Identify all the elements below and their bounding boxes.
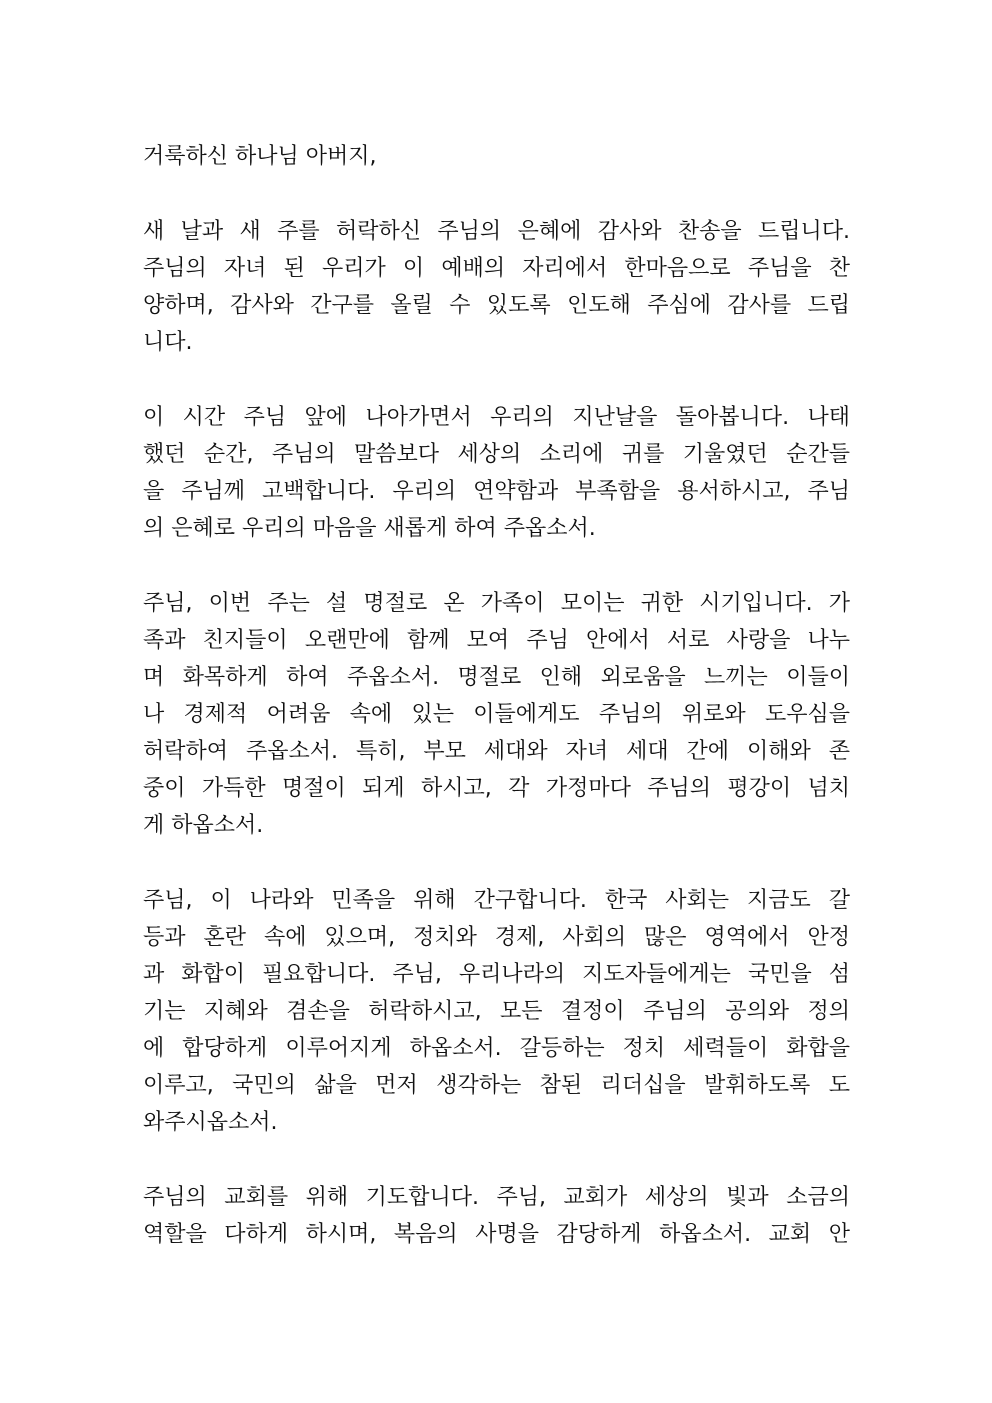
- paragraph-spacer: [143, 1141, 850, 1179]
- text-line: 나 경제적 어려움 속에 있는 이들에게도 주님의 위로와 도우심을: [143, 702, 850, 727]
- text-line: 했던 순간, 주님의 말씀보다 세상의 소리에 귀를 기울였던 순간들: [143, 442, 850, 467]
- salutation: 거룩하신 하나님 아버지,: [143, 144, 377, 169]
- text-line: 양하며, 감사와 간구를 올릴 수 있도록 인도해 주심에 감사를 드립: [143, 293, 850, 318]
- text-line: 허락하여 주옵소서. 특히, 부모 세대와 자녀 세대 간에 이해와 존: [143, 739, 850, 764]
- text-line: 주님, 이번 주는 설 명절로 온 가족이 모이는 귀한 시기입니다. 가: [143, 591, 850, 616]
- paragraph-spacer: [143, 844, 850, 882]
- text-line: 족과 친지들이 오랜만에 함께 모여 주님 안에서 서로 사랑을 나누: [143, 628, 850, 653]
- paragraph-spacer: [143, 175, 850, 213]
- paragraph-holiday: [143, 585, 850, 844]
- text-line: 니다.: [143, 330, 193, 355]
- text-line: 이루고, 국민의 삶을 먼저 생각하는 참된 리더십을 발휘하도록 도: [143, 1073, 850, 1098]
- prayer-document: [143, 138, 850, 1253]
- text-line: 새 날과 새 주를 허락하신 주님의 은혜에 감사와 찬송을 드립니다.: [143, 219, 850, 244]
- text-line: 과 화합이 필요합니다. 주님, 우리나라의 지도자들에게는 국민을 섬: [143, 962, 850, 987]
- paragraph-church: [143, 1179, 850, 1253]
- paragraph-spacer: [143, 361, 850, 399]
- text-line: 주님의 자녀 된 우리가 이 예배의 자리에서 한마음으로 주님을 찬: [143, 256, 850, 281]
- paragraph-nation: [143, 882, 850, 1141]
- text-line: 등과 혼란 속에 있으며, 정치와 경제, 사회의 많은 영역에서 안정: [143, 925, 850, 950]
- text-line: 중이 가득한 명절이 되게 하시고, 각 가정마다 주님의 평강이 넘치: [143, 776, 850, 801]
- text-line: 의 은혜로 우리의 마음을 새롭게 하여 주옵소서.: [143, 516, 596, 541]
- text-line: 을 주님께 고백합니다. 우리의 연약함과 부족함을 용서하시고, 주님: [143, 479, 850, 504]
- text-line: 이 시간 주님 앞에 나아가면서 우리의 지난날을 돌아봅니다. 나태: [143, 405, 850, 430]
- text-line: 게 하옵소서.: [143, 813, 264, 838]
- paragraph-thanksgiving: [143, 213, 850, 361]
- text-line: 에 합당하게 이루어지게 하옵소서. 갈등하는 정치 세력들이 화합을: [143, 1036, 850, 1061]
- salutation-paragraph: [143, 138, 850, 175]
- text-line: 기는 지혜와 겸손을 허락하시고, 모든 결정이 주님의 공의와 정의: [143, 999, 850, 1024]
- paragraph-spacer: [143, 547, 850, 585]
- text-line: 역할을 다하게 하시며, 복음의 사명을 감당하게 하옵소서. 교회 안: [143, 1222, 850, 1247]
- paragraph-confession: [143, 399, 850, 547]
- text-line: 주님의 교회를 위해 기도합니다. 주님, 교회가 세상의 빛과 소금의: [143, 1185, 850, 1210]
- text-line: 주님, 이 나라와 민족을 위해 간구합니다. 한국 사회는 지금도 갈: [143, 888, 850, 913]
- text-line: 와주시옵소서.: [143, 1110, 278, 1135]
- text-line: 며 화목하게 하여 주옵소서. 명절로 인해 외로움을 느끼는 이들이: [143, 665, 850, 690]
